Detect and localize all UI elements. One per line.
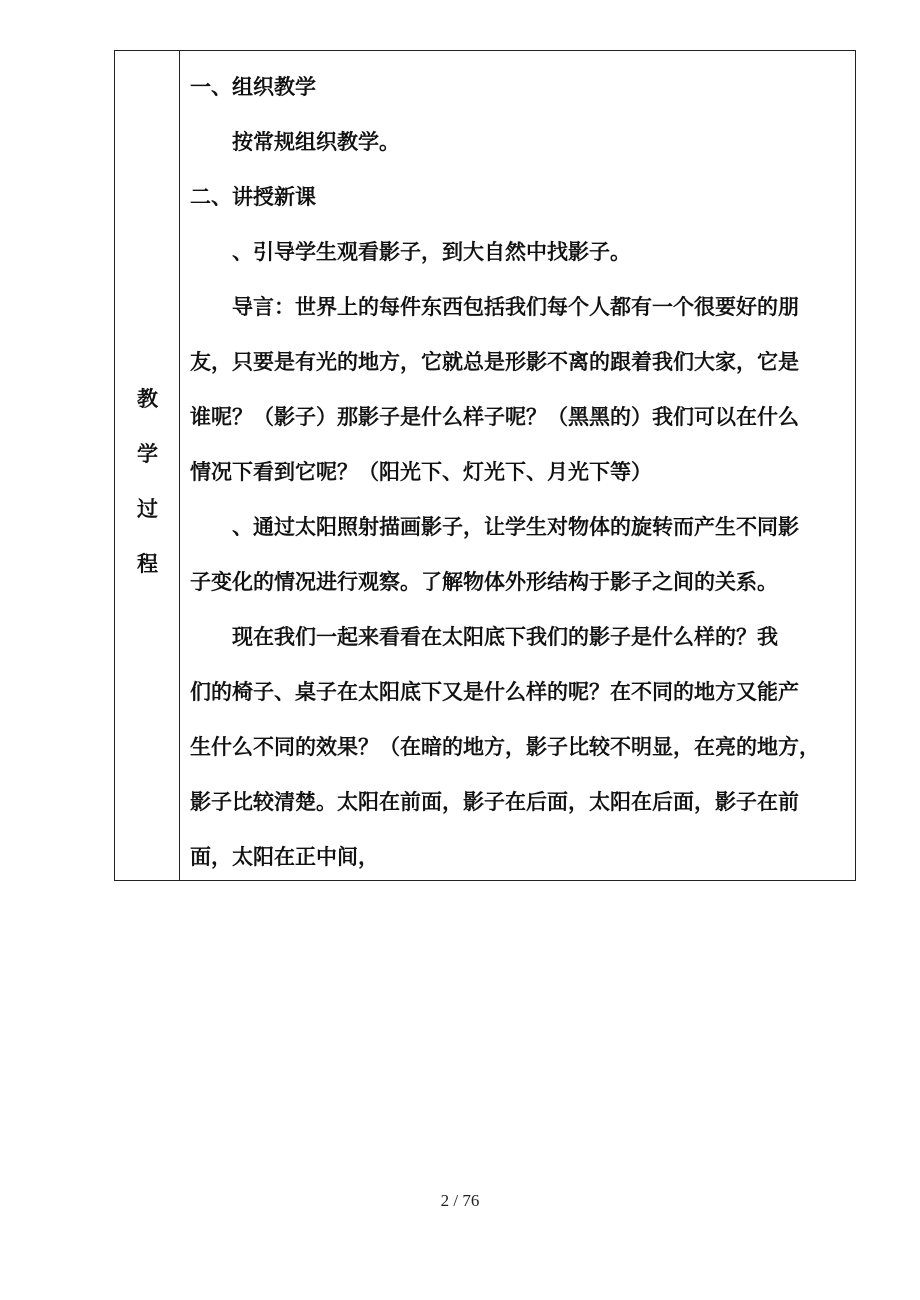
paragraph-line: 、引导学生观看影子，到大自然中找影子。	[232, 239, 631, 264]
side-label-char: 过	[137, 496, 158, 521]
section-heading: 二、讲授新课	[190, 184, 316, 209]
paragraph-line: 按常规组织教学。	[232, 129, 400, 154]
side-label-char: 教	[137, 386, 158, 411]
paragraph-line: 子变化的情况进行观察。了解物体外形结构于影子之间的关系。	[190, 569, 778, 594]
paragraph-line: 生什么不同的效果？（在暗的地方，影子比较不明显，在亮的地方，	[190, 734, 820, 759]
content-cell	[180, 51, 855, 880]
lesson-table	[114, 50, 856, 881]
paragraph-line: 、通过太阳照射描画影子，让学生对物体的旋转而产生不同影	[232, 514, 799, 539]
paragraph-line: 友，只要是有光的地方，它就总是形影不离的跟着我们大家，它是	[190, 349, 799, 374]
section-heading: 一、组织教学	[190, 74, 316, 99]
paragraph-line: 谁呢？（影子）那影子是什么样子呢？（黑黑的）我们可以在什么	[190, 404, 799, 429]
side-label-cell	[115, 51, 180, 880]
page-number: 2 / 76	[440, 1191, 480, 1210]
paragraph-line: 现在我们一起来看看在太阳底下我们的影子是什么样的？我	[232, 624, 778, 649]
side-label-char: 程	[137, 551, 158, 576]
side-label-char: 学	[137, 441, 158, 466]
paragraph-line: 导言：世界上的每件东西包括我们每个人都有一个很要好的朋	[232, 294, 799, 319]
paragraph-line: 情况下看到它呢？（阳光下、灯光下、月光下等）	[190, 459, 652, 484]
paragraph-line: 面，太阳在正中间，	[190, 844, 379, 869]
side-label	[115, 371, 180, 591]
paragraph-line: 影子比较清楚。太阳在前面，影子在后面，太阳在后面，影子在前	[190, 789, 799, 814]
paragraph-line: 们的椅子、桌子在太阳底下又是什么样的呢？在不同的地方又能产	[190, 679, 799, 704]
